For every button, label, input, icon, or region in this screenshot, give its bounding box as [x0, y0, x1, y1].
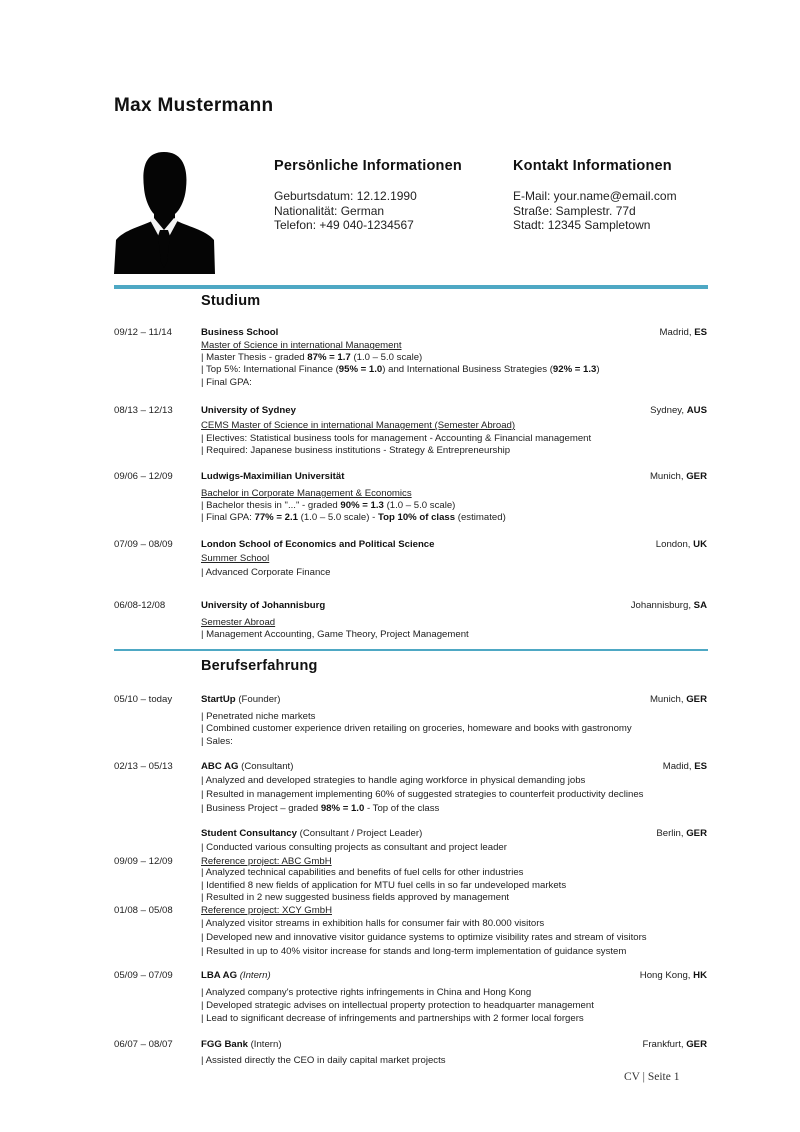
text-segment: | Analyzed visitor streams in exhibition halls for consumer fair with 80.000 visitors — [201, 918, 545, 929]
text-segment: Madrid, — [659, 327, 695, 338]
entry-location — [640, 970, 707, 981]
entry-detail-line — [201, 500, 455, 511]
entry-detail-line — [201, 711, 315, 722]
text-segment: Hong Kong, — [639, 970, 694, 981]
entry-date: 05/09 – 07/09 — [114, 970, 173, 981]
contact-info-block — [513, 189, 677, 233]
text-segment: | Bachelor thesis in "..." - graded — [201, 500, 341, 511]
entry-date: 05/10 – today — [114, 694, 173, 705]
entry-title — [201, 1039, 282, 1050]
entry-title — [201, 828, 422, 839]
text-segment: ABC AG — [201, 761, 239, 772]
text-segment: Frankfurt, — [642, 1039, 687, 1050]
entry-detail-line — [201, 775, 585, 786]
entry-detail-line — [201, 617, 275, 628]
text-segment: (Consultant) — [238, 761, 294, 772]
text-segment: Reference project: XCY GmbH — [201, 905, 332, 916]
text-segment: | Resulted in 2 new suggested business fields approved by management — [201, 892, 510, 903]
entry-detail-line — [201, 567, 330, 578]
entry-detail-line — [201, 867, 523, 878]
text-segment: (1.0 – 5.0 scale) - — [297, 512, 378, 523]
text-segment: | Identified 8 new fields of application for MTU fuel cells in so far undeveloped markets — [201, 880, 567, 891]
text-segment: (Founder) — [235, 694, 281, 705]
text-segment: StartUp — [201, 694, 236, 705]
phone: Telefon: +49 040-1234567 — [274, 218, 414, 232]
text-segment: | Sales: — [201, 736, 233, 747]
entry-detail-line — [201, 987, 531, 998]
entry-detail-line — [201, 918, 544, 929]
entry-date: 08/13 – 12/13 — [114, 405, 173, 416]
text-segment: (1.0 – 5.0 scale) — [350, 352, 423, 363]
entry-detail-line — [201, 842, 507, 853]
text-segment: | Analyzed company's protective rights infringements in China and Hong Kong — [201, 987, 532, 998]
text-segment: | Penetrated niche markets — [201, 711, 316, 722]
street: Straße: Samplestr. 77d — [513, 203, 636, 218]
text-segment: | Analyzed and developed strategies to handle aging workforce in physical demanding jobs — [201, 775, 586, 786]
entry-location — [642, 1039, 707, 1050]
text-segment: Semester Abroad — [201, 617, 276, 628]
entry-title — [201, 694, 280, 705]
text-segment: 77% = 2.1 — [254, 512, 298, 523]
entry-location — [650, 694, 707, 705]
text-segment: | Assisted directly the CEO in daily capital market projects — [201, 1055, 446, 1066]
text-segment: Summer School — [201, 553, 270, 564]
entry-detail-line — [201, 856, 332, 867]
text-segment: Munich, — [649, 694, 687, 705]
entry-detail-line — [201, 880, 566, 891]
personal-info-block — [274, 189, 417, 233]
text-segment: CEMS Master of Science in international Management (Semester Abroad) — [201, 420, 516, 431]
entry-detail-line — [201, 340, 402, 351]
entry-detail-line — [201, 736, 233, 747]
text-segment: | Analyzed technical capabilities and benefits of fuel cells for other industries — [201, 867, 524, 878]
entry-date: 07/09 – 08/09 — [114, 539, 173, 550]
text-segment: | Top 5%: International Finance ( — [201, 364, 339, 375]
text-segment: | Master Thesis - graded — [201, 352, 308, 363]
text-segment: GER — [686, 471, 707, 482]
entry-detail-line — [201, 932, 647, 943]
text-segment: (Intern) — [247, 1039, 282, 1050]
text-segment: | Conducted various consulting projects as consultant and project leader — [201, 842, 507, 853]
section-divider — [114, 285, 708, 289]
text-segment: LBA AG — [201, 970, 238, 981]
section-divider — [114, 649, 708, 651]
entry-detail-line — [201, 488, 412, 499]
text-segment: (Intern) — [237, 970, 271, 981]
entry-detail-line — [201, 723, 632, 734]
text-segment: AUS — [686, 405, 707, 416]
project-date: 01/08 – 05/08 — [114, 905, 173, 916]
text-segment: ES — [694, 327, 707, 338]
text-segment: - Top of the class — [364, 803, 440, 814]
text-segment: London School of Economics and Political Science — [201, 539, 435, 550]
text-segment: GER — [686, 828, 707, 839]
text-segment: Madid, — [662, 761, 695, 772]
text-segment: | Electives: Statistical business tools for management - Accounting & Financial management — [201, 433, 592, 444]
text-segment: | Developed strategic advises on intellectual property protection to headquarter management — [201, 1000, 594, 1011]
entry-location — [656, 539, 707, 550]
text-segment: (1.0 – 5.0 scale) — [383, 500, 456, 511]
city: Stadt: 12345 Sampletown — [513, 218, 651, 232]
entry-location — [631, 600, 707, 611]
text-segment: | Final GPA: — [201, 377, 252, 388]
entry-detail-line — [201, 629, 469, 640]
entry-title — [201, 327, 278, 338]
birthdate: Geburtsdatum: 12.12.1990 — [274, 189, 417, 203]
text-segment: 92% = 1.3 — [552, 364, 597, 375]
entry-date: 02/13 – 05/13 — [114, 761, 173, 772]
text-segment: | Resulted in management implementing 60% of suggested strategies to counterfeit productivity declines — [201, 789, 644, 800]
text-segment: University of Sydney — [201, 405, 296, 416]
text-segment: Student Consultancy — [201, 828, 297, 839]
text-segment: 87% = 1.7 — [307, 352, 351, 363]
entry-detail-line — [201, 377, 252, 388]
entry-detail-line — [201, 420, 515, 431]
text-segment: | Required: Japanese business institutions - Strategy & Entrepreneurship — [201, 445, 511, 456]
nationality: Nationalität: German — [274, 203, 385, 218]
project-date: 09/09 – 12/09 — [114, 856, 173, 867]
section-heading-studium: Studium — [201, 293, 261, 309]
text-segment: (Consultant / Project Leader) — [296, 828, 423, 839]
candidate-name: Max Mustermann — [114, 95, 274, 116]
personal-info-heading: Persönliche Informationen — [274, 158, 462, 174]
profile-photo-silhouette — [114, 150, 215, 274]
entry-title — [201, 539, 434, 550]
text-segment: Master of Science in international Management — [201, 340, 402, 351]
text-segment: | Combined customer experience driven retailing on groceries, homeware and books with gastronomy — [201, 723, 632, 734]
text-segment: (estimated) — [455, 512, 506, 523]
entry-detail-line — [201, 352, 422, 363]
entry-detail-line — [201, 946, 626, 957]
entry-detail-line — [201, 789, 643, 800]
text-segment: | Developed new and innovative visitor guidance systems to optimize visibility rates and stream of visitors — [201, 932, 647, 943]
entry-detail-line — [201, 364, 600, 375]
entry-detail-line — [201, 445, 510, 456]
text-segment: Munich, — [649, 471, 687, 482]
text-segment: London, — [655, 539, 694, 550]
text-segment: SA — [693, 600, 707, 611]
entry-title — [201, 471, 344, 482]
text-segment: | Management Accounting, Game Theory, Project Management — [201, 629, 469, 640]
entry-title — [201, 600, 325, 611]
entry-location — [650, 471, 707, 482]
entry-title — [201, 761, 293, 772]
entry-location — [660, 327, 707, 338]
text-segment: Business School — [201, 327, 279, 338]
entry-detail-line — [201, 553, 269, 564]
page-footer: CV | Seite 1 — [624, 1071, 680, 1083]
text-segment: GER — [686, 1039, 707, 1050]
entry-date: 06/07 – 08/07 — [114, 1039, 173, 1050]
text-segment: | Resulted in up to 40% visitor increase for stands and long-term implementation of guidance system — [201, 946, 627, 957]
entry-title — [201, 970, 271, 981]
text-segment: ES — [694, 761, 707, 772]
text-segment: GER — [686, 694, 707, 705]
entry-date: 09/06 – 12/09 — [114, 471, 173, 482]
entry-detail-line — [201, 892, 509, 903]
text-segment: Reference project: ABC GmbH — [201, 856, 332, 867]
entry-detail-line — [201, 1055, 446, 1066]
entry-detail-line — [201, 905, 332, 916]
email: E-Mail: your.name@email.com — [513, 189, 677, 203]
entry-title — [201, 405, 296, 416]
entry-detail-line — [201, 1000, 594, 1011]
text-segment: Top 10% of class — [377, 512, 456, 523]
text-segment: Johannisburg, — [630, 600, 694, 611]
entry-location — [656, 828, 707, 839]
text-segment: University of Johannisburg — [201, 600, 326, 611]
entry-detail-line — [201, 433, 591, 444]
text-segment: ) — [596, 364, 600, 375]
entry-date: 09/12 – 11/14 — [114, 327, 172, 338]
entry-date: 06/08-12/08 — [114, 600, 166, 611]
text-segment: | Final GPA: — [201, 512, 255, 523]
text-segment: | Business Project – graded — [201, 803, 321, 814]
text-segment: UK — [693, 539, 707, 550]
text-segment: Sydney, — [650, 405, 687, 416]
entry-detail-line — [201, 512, 506, 523]
text-segment: Bachelor in Corporate Management & Economics — [201, 488, 412, 499]
text-segment: Berlin, — [656, 828, 687, 839]
entry-location — [650, 405, 707, 416]
text-segment: | Lead to significant decrease of infringements and partnerships with 2 former local forgers — [201, 1013, 584, 1024]
text-segment: ) and International Business Strategies ( — [382, 364, 553, 375]
contact-info-heading: Kontakt Informationen — [513, 158, 672, 174]
text-segment: FGG Bank — [201, 1039, 248, 1050]
entry-location — [663, 761, 707, 772]
entry-detail-line — [201, 1013, 584, 1024]
text-segment: 98% = 1.0 — [320, 803, 365, 814]
text-segment: 95% = 1.0 — [338, 364, 383, 375]
text-segment: HK — [693, 970, 707, 981]
text-segment: Ludwigs-Maximilian Universität — [201, 471, 345, 482]
section-heading-berufserfahrung: Berufserfahrung — [201, 658, 318, 674]
text-segment: | Advanced Corporate Finance — [201, 567, 331, 578]
text-segment: 90% = 1.3 — [340, 500, 384, 511]
entry-detail-line — [201, 803, 439, 814]
